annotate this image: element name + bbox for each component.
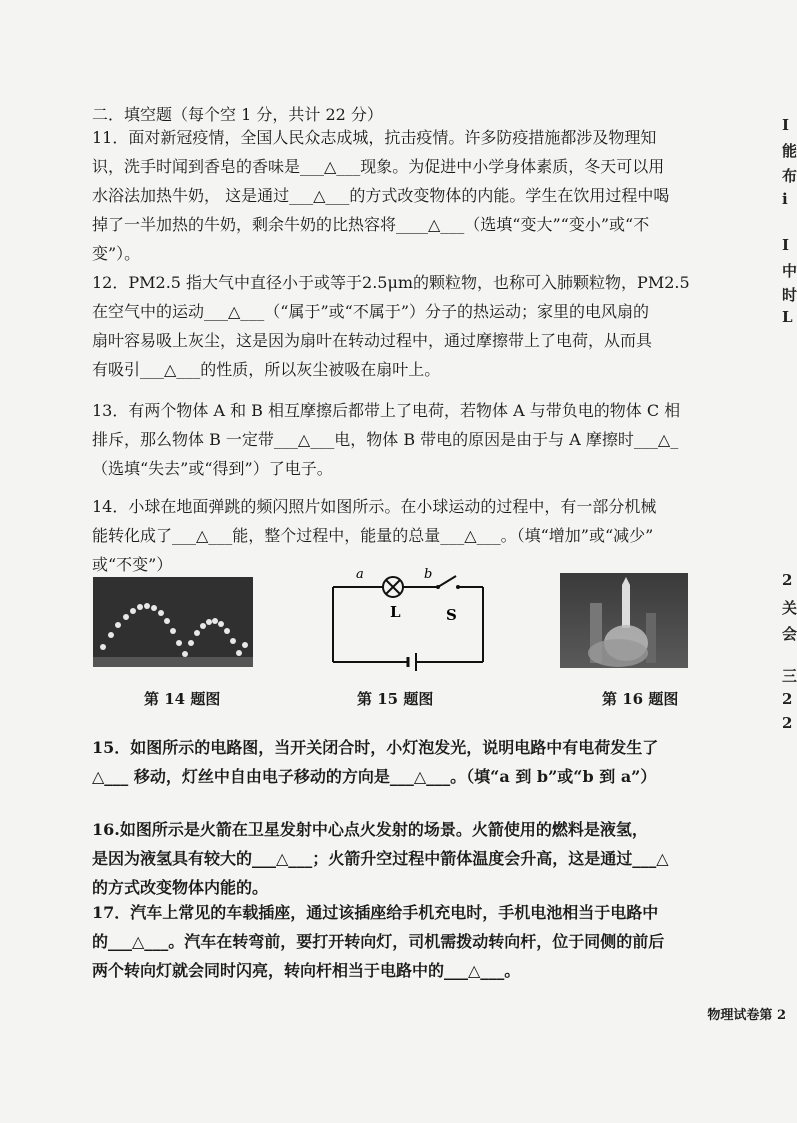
circuit-label-a: a: [356, 567, 364, 582]
question-11: [92, 123, 732, 268]
edge-char: I: [782, 116, 790, 134]
edge-char: 时: [782, 286, 797, 304]
edge-char: 2: [782, 571, 793, 589]
q11-line: 掉了一半加热的牛奶，剩余牛奶的比热容将____△___（选填“变大”“变小”或“不: [92, 215, 650, 234]
edge-char: L: [782, 308, 793, 326]
q13-line: 13．有两个物体 A 和 B 相互摩擦后都带上了电荷，若物体 A 与带负电的物体 C 相: [92, 401, 681, 420]
q17-line: 17．汽车上常见的车载插座，通过该插座给手机充电时，手机电池相当于电路中: [92, 903, 659, 922]
q14-line: 14．小球在地面弹跳的频闪照片如图所示。在小球运动的过程中，有一部分机械: [92, 497, 657, 516]
question-16: [92, 815, 732, 902]
question-15: [92, 733, 732, 791]
q13-line: （选填“失去”或“得到”）了电子。: [92, 459, 333, 478]
edge-char: 布: [782, 167, 797, 185]
question-17: [92, 898, 732, 985]
q12-line: 在空气中的运动___△___（“属于”或“不属于”）分子的热运动；家里的电风扇的: [92, 302, 650, 321]
edge-char: 中: [782, 262, 797, 280]
figure-14-photo: [93, 577, 253, 667]
q14-line: 或“不变”）: [92, 555, 173, 574]
q16-line: 的方式改变物体内能的。: [92, 878, 269, 897]
edge-char: 三: [782, 667, 797, 685]
q12-line: 12．PM2.5 指大气中直径小于或等于2.5μm的颗粒物，也称可入肺颗粒物，PM2.5: [92, 273, 690, 292]
edge-char: 关: [782, 599, 797, 617]
circuit-label-L: L: [390, 603, 401, 621]
figure-15-caption: 第 15 题图: [357, 690, 434, 708]
bouncing-ball-image: [93, 577, 253, 667]
edge-char: 2: [782, 714, 793, 732]
page-footer: 物理试卷第 2: [707, 1008, 786, 1023]
q16-line: 是因为液氢具有较大的___△___；火箭升空过程中箭体温度会升高，这是通过___△: [92, 849, 669, 868]
figure-15-circuit: [328, 562, 488, 682]
q17-line: 两个转向灯就会同时闪亮，转向杆相当于电路中的___△___。: [92, 961, 521, 980]
q12-line: 扇叶容易吸上灰尘，这是因为扇叶在转动过程中，通过摩擦带上了电荷，从而具: [92, 331, 653, 350]
q11-line: 水浴法加热牛奶， 这是通过___△___的方式改变物体的内能。学生在饮用过程中喝: [92, 186, 670, 205]
q16-line: 16.如图所示是火箭在卫星发射中心点火发射的场景。火箭使用的燃料是液氢，: [92, 820, 648, 839]
edge-char: I: [782, 236, 790, 254]
q11-line: 11．面对新冠疫情，全国人民众志成城，抗击疫情。许多防疫措施都涉及物理知: [92, 128, 657, 147]
section-title: 二．填空题（每个空 1 分，共计 22 分）: [92, 105, 383, 124]
q15-line: 15．如图所示的电路图，当开关闭合时，小灯泡发光，说明电路中有电荷发生了: [92, 738, 659, 757]
q11-line: 变”）。: [92, 244, 141, 263]
q13-line: 排斥，那么物体 B 一定带___△___电，物体 B 带电的原因是由于与 A 摩擦时___△_: [92, 430, 679, 449]
edge-char: i: [782, 190, 788, 208]
q11-line: 识，洗手时闻到香皂的香味是___△___现象。为促进中小学身体素质，冬天可以用: [92, 157, 665, 176]
circuit-label-b: b: [424, 567, 433, 582]
edge-char: 2: [782, 690, 793, 708]
q17-line: 的___△___。汽车在转弯前，要打开转向灯，司机需拨动转向杆，位于同侧的前后: [92, 932, 665, 951]
edge-char: 会: [782, 625, 797, 643]
q12-line: 有吸引___△___的性质，所以灰尘被吸在扇叶上。: [92, 360, 441, 379]
q15-line: △___ 移动，灯丝中自由电子移动的方向是___△___。（填“a 到 b”或“b 到 a”）: [92, 767, 657, 786]
question-12: [92, 268, 732, 384]
rocket-launch-image: [560, 573, 688, 668]
figure-16-photo: [560, 573, 688, 668]
circuit-label-S: S: [446, 606, 457, 624]
edge-char: 能: [782, 142, 797, 160]
q14-line: 能转化成了___△___能，整个过程中，能量的总量___△___。（填“增加”或“减少”: [92, 526, 654, 545]
figure-14-caption: 第 14 题图: [144, 690, 221, 708]
figure-16-caption: 第 16 题图: [602, 690, 679, 708]
question-13: [92, 396, 732, 483]
